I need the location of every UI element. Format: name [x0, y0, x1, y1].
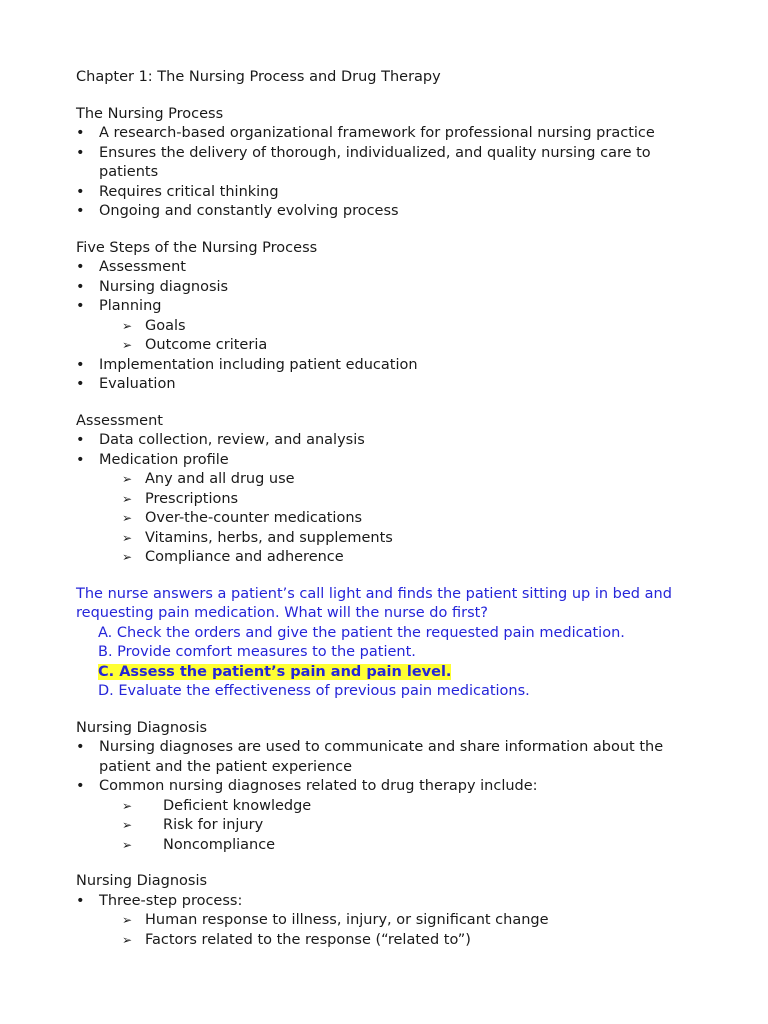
sub-bullet-item: ➢ Outcome criteria [76, 336, 768, 356]
sub-bullet-item: ➢ Any and all drug use [76, 470, 768, 490]
bullet-list [76, 892, 768, 912]
bullet-list [76, 124, 768, 222]
bullet-item: • Ongoing and constantly evolving process [76, 202, 709, 222]
answer-option: B. Provide comfort measures to the patient. [98, 644, 416, 660]
bullet-list [76, 258, 768, 317]
correct-answer-option [76, 663, 768, 683]
bullet-item: • Nursing diagnosis [76, 278, 709, 298]
sub-bullet-list [76, 470, 768, 568]
sub-bullet-item: ➢ Risk for injury [76, 816, 768, 836]
bullet-item: • Implementation including patient education [76, 356, 709, 376]
sub-bullet-item: ➢ Deficient knowledge [76, 797, 768, 817]
bullet-list [76, 738, 768, 797]
sub-bullet-item: ➢ Compliance and adherence [76, 548, 768, 568]
bullet-list [76, 431, 768, 470]
sub-bullet-item: ➢ Factors related to the response (“related to”) [76, 931, 768, 951]
bullet-item: • Nursing diagnoses are used to communicate and share information about the patient and the patient experience [76, 738, 709, 777]
bullet-item: • Evaluation [76, 375, 709, 395]
sub-bullet-item: ➢ Noncompliance [76, 836, 768, 856]
bullet-item: • Three-step process: [76, 892, 709, 912]
bullet-item: • Data collection, review, and analysis [76, 431, 709, 451]
sub-bullet-item: ➢ Over-the-counter medications [76, 509, 768, 529]
sub-bullet-list [76, 911, 768, 950]
bullet-list [76, 356, 768, 395]
bullet-item: • Ensures the delivery of thorough, individualized, and quality nursing care to patients [76, 144, 709, 183]
answer-highlight: C. Assess the patient’s pain and pain level. [98, 663, 452, 680]
sub-bullet-item: ➢ Goals [76, 317, 768, 337]
chapter-title: Chapter 1: The Nursing Process and Drug Therapy [76, 69, 441, 85]
bullet-item: • Medication profile [76, 451, 709, 471]
section-heading: Nursing Diagnosis [76, 873, 208, 889]
section-heading: Five Steps of the Nursing Process [76, 239, 318, 256]
answer-option: D. Evaluate the effectiveness of previous pain medications. [98, 683, 530, 699]
bullet-item: • Common nursing diagnoses related to drug therapy include: [76, 777, 709, 797]
sub-bullet-item: ➢ Prescriptions [76, 490, 768, 510]
section-heading: Assessment [76, 412, 163, 429]
sub-bullet-item: ➢ Human response to illness, injury, or significant change [76, 911, 768, 931]
answer-options [76, 624, 768, 702]
sub-bullet-item: ➢ Vitamins, herbs, and supplements [76, 529, 768, 549]
section-heading: Nursing Diagnosis [76, 719, 208, 736]
bullet-item: • Assessment [76, 258, 709, 278]
bullet-item: • Planning [76, 297, 709, 317]
bullet-item: • A research-based organizational framework for professional nursing practice [76, 124, 709, 144]
sub-bullet-list [76, 797, 768, 856]
sub-bullet-list [76, 317, 768, 356]
section-heading: The Nursing Process [76, 105, 224, 122]
bullet-item: • Requires critical thinking [76, 183, 709, 203]
answer-option: A. Check the orders and give the patient the requested pain medication. [98, 624, 625, 641]
practice-question: The nurse answers a patient’s call light and finds the patient sitting up in bed and requesting pain medication. What will the nurse do first? [76, 585, 672, 621]
